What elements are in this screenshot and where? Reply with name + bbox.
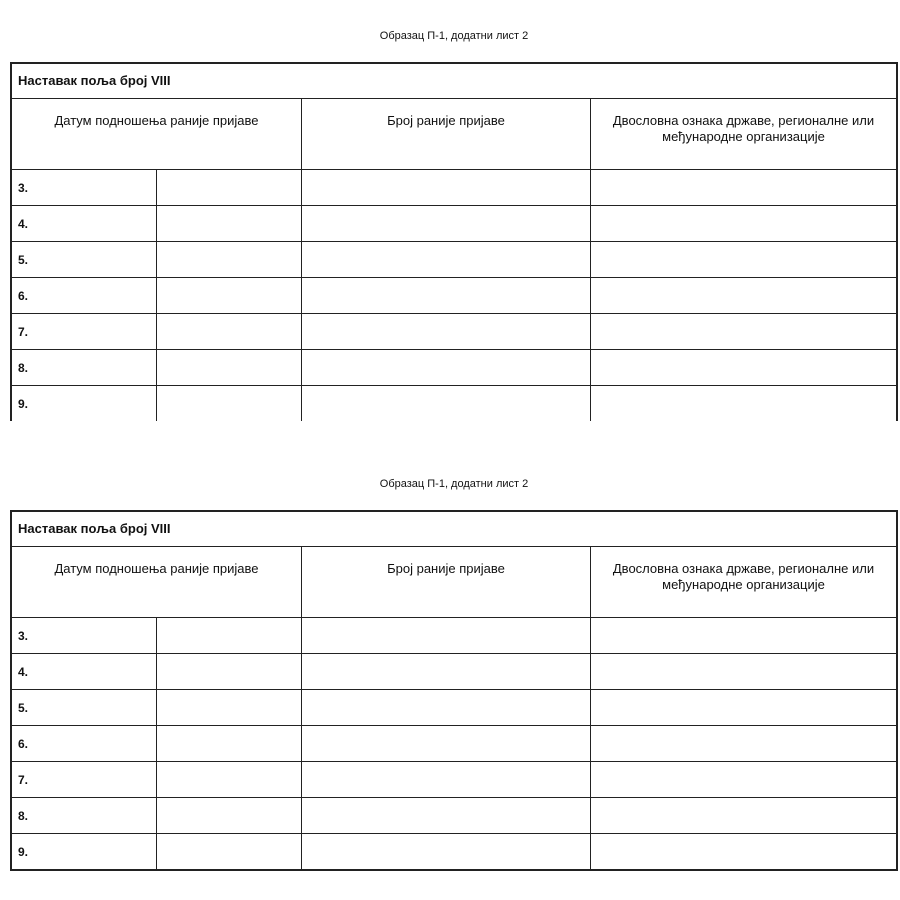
- country-code-field[interactable]: [591, 206, 897, 242]
- application-number-field[interactable]: [302, 798, 591, 834]
- table-row: [12, 654, 896, 690]
- table-header-row: [12, 99, 896, 170]
- date-field[interactable]: [157, 618, 302, 654]
- date-field[interactable]: [157, 278, 302, 314]
- form-block-2: [10, 476, 898, 871]
- application-number-field[interactable]: [302, 314, 591, 350]
- table-row: [12, 834, 896, 870]
- form-frame: [10, 510, 898, 871]
- column-header-date: Датум подношења раније пријаве: [12, 547, 302, 618]
- row-number: 6.: [12, 726, 157, 762]
- application-number-field[interactable]: [302, 206, 591, 242]
- table-row: [12, 690, 896, 726]
- table-row: [12, 386, 896, 422]
- date-field[interactable]: [157, 206, 302, 242]
- application-number-field[interactable]: [302, 242, 591, 278]
- country-code-field[interactable]: [591, 798, 897, 834]
- date-field[interactable]: [157, 242, 302, 278]
- date-field[interactable]: [157, 386, 302, 422]
- row-number: 5.: [12, 690, 157, 726]
- column-header-date: Датум подношења раније пријаве: [12, 99, 302, 170]
- priority-table: [12, 547, 896, 869]
- date-field[interactable]: [157, 762, 302, 798]
- table-row: [12, 618, 896, 654]
- application-number-field[interactable]: [302, 834, 591, 870]
- column-header-number: Број раније пријаве: [302, 547, 591, 618]
- table-row: [12, 206, 896, 242]
- table-row: [12, 170, 896, 206]
- row-number: 4.: [12, 654, 157, 690]
- country-code-field[interactable]: [591, 350, 897, 386]
- application-number-field[interactable]: [302, 726, 591, 762]
- form-block-1: [10, 28, 898, 421]
- date-field[interactable]: [157, 834, 302, 870]
- form-frame: [10, 62, 898, 421]
- country-code-field[interactable]: [591, 762, 897, 798]
- application-number-field[interactable]: [302, 350, 591, 386]
- country-code-field[interactable]: [591, 386, 897, 422]
- section-title: Наставак поља број VIII: [12, 64, 896, 99]
- form-caption: Образац П-1, додатни лист 2: [379, 478, 529, 490]
- date-field[interactable]: [157, 654, 302, 690]
- application-number-field[interactable]: [302, 170, 591, 206]
- table-row: [12, 278, 896, 314]
- country-code-field[interactable]: [591, 690, 897, 726]
- column-header-country-code: Двословна ознака државе, регионалне или међународне организације: [591, 99, 897, 170]
- priority-table: [12, 99, 896, 421]
- row-number: 3.: [12, 618, 157, 654]
- country-code-field[interactable]: [591, 170, 897, 206]
- country-code-field[interactable]: [591, 654, 897, 690]
- country-code-field[interactable]: [591, 278, 897, 314]
- table-header-row: [12, 547, 896, 618]
- date-field[interactable]: [157, 350, 302, 386]
- table-row: [12, 798, 896, 834]
- date-field[interactable]: [157, 314, 302, 350]
- section-title: Наставак поља број VIII: [12, 512, 896, 547]
- row-number: 4.: [12, 206, 157, 242]
- date-field[interactable]: [157, 798, 302, 834]
- country-code-field[interactable]: [591, 618, 897, 654]
- table-row: [12, 242, 896, 278]
- application-number-field[interactable]: [302, 386, 591, 422]
- application-number-field[interactable]: [302, 654, 591, 690]
- row-number: 6.: [12, 278, 157, 314]
- application-number-field[interactable]: [302, 278, 591, 314]
- table-row: [12, 726, 896, 762]
- form-caption: Образац П-1, додатни лист 2: [379, 30, 529, 42]
- column-header-country-code: Двословна ознака државе, регионалне или међународне организације: [591, 547, 897, 618]
- table-row: [12, 762, 896, 798]
- date-field[interactable]: [157, 690, 302, 726]
- country-code-field[interactable]: [591, 314, 897, 350]
- row-number: 9.: [12, 386, 157, 422]
- country-code-field[interactable]: [591, 242, 897, 278]
- application-number-field[interactable]: [302, 618, 591, 654]
- table-row: [12, 350, 896, 386]
- row-number: 7.: [12, 762, 157, 798]
- country-code-field[interactable]: [591, 726, 897, 762]
- table-row: [12, 314, 896, 350]
- row-number: 7.: [12, 314, 157, 350]
- country-code-field[interactable]: [591, 834, 897, 870]
- row-number: 9.: [12, 834, 157, 870]
- date-field[interactable]: [157, 726, 302, 762]
- application-number-field[interactable]: [302, 762, 591, 798]
- column-header-number: Број раније пријаве: [302, 99, 591, 170]
- application-number-field[interactable]: [302, 690, 591, 726]
- row-number: 3.: [12, 170, 157, 206]
- row-number: 8.: [12, 798, 157, 834]
- row-number: 8.: [12, 350, 157, 386]
- row-number: 5.: [12, 242, 157, 278]
- date-field[interactable]: [157, 170, 302, 206]
